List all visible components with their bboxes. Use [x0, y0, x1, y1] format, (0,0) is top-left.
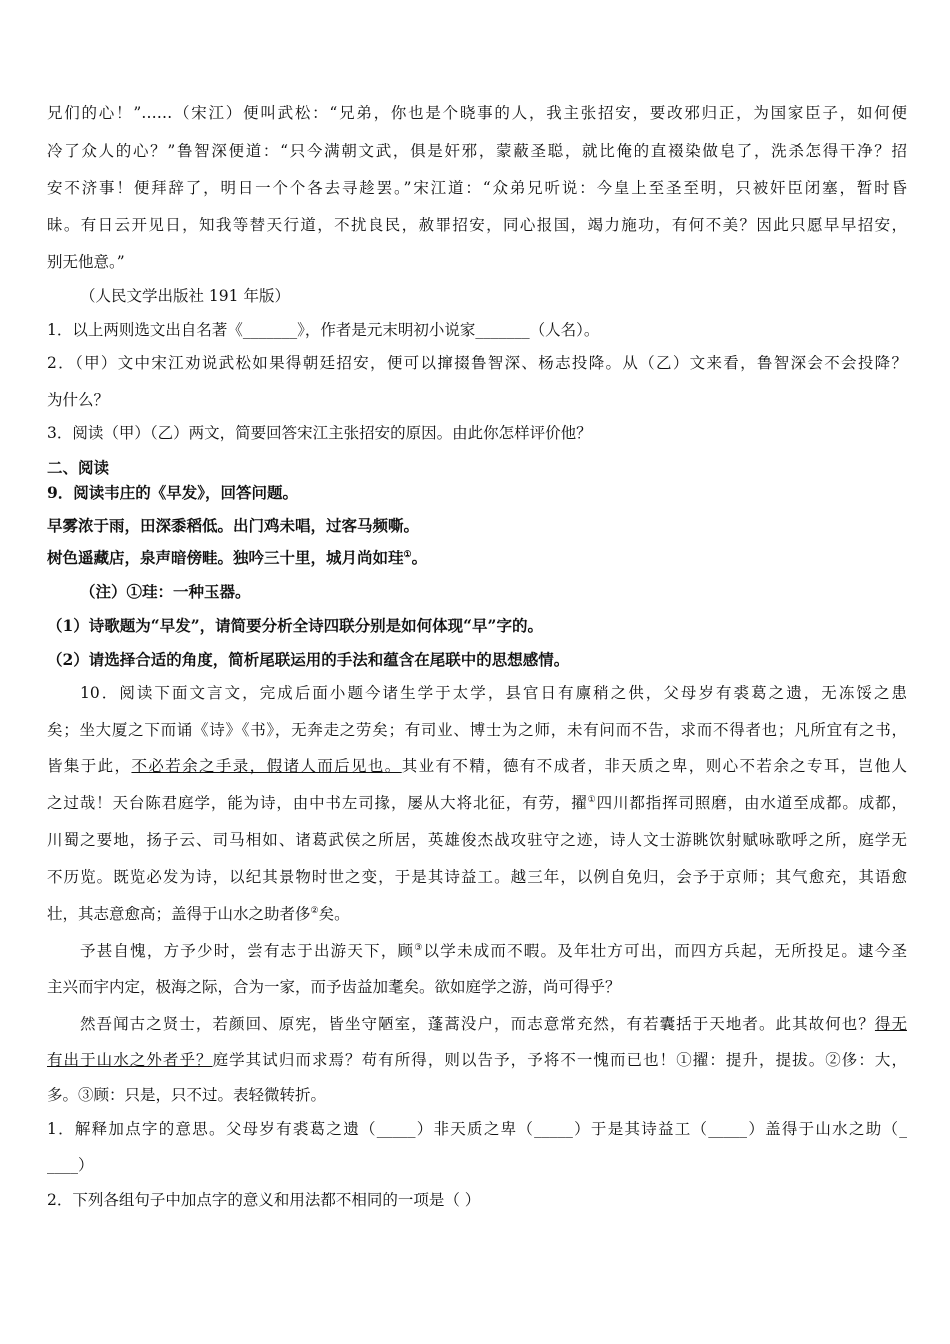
footnote-mark: ① — [403, 549, 412, 560]
passage-line: 别无他意。” — [47, 253, 125, 271]
q10-text: 然吾闻古之贤士，若颜回、原宪，皆坐守陋室，蓬蒿没户，而志意常充然，有若囊括于天地者。此其故何也？ — [80, 1015, 875, 1033]
q10-line: 10．阅读下面文言文，完成后面小题今诸生学于太学，县官日有廪稍之供，父母岁有裘葛之遗，无冻馁之患 — [80, 684, 907, 702]
poem-line-2 — [47, 548, 907, 568]
q10-line — [47, 793, 907, 813]
q10-sub-question-2: 2．下列各组句子中加点字的意义和用法都不相同的一项是（ ） — [47, 1191, 481, 1209]
q10-line: 多。③顾：只是，只不过。表轻微转折。 — [47, 1086, 327, 1104]
q10-text: 四川都指挥司照磨，由水道至成都。成都， — [596, 794, 907, 812]
poem-note: （注）①珪：一种玉器。 — [80, 582, 251, 601]
source-note: （人民文学出版社 191 年版） — [80, 287, 290, 305]
q10-line: 主兴而宇内定，极海之际，合为一家，而予齿益加耄矣。欲如庭学之游，尚可得乎？ — [47, 978, 621, 996]
underlined-sentence: 得无 — [874, 1015, 907, 1033]
q10-text: 庭学其试归而求焉？苟有所得，则以告予，予将不一愧而已也！①擢：提升，提拔。②侈：大， — [212, 1051, 907, 1069]
section-heading: 二、阅读 — [47, 458, 110, 477]
q10-text: 矣。 — [318, 905, 350, 923]
q10-text: 以学未成而不暇。及年壮方可出，而四方兵起，无所投足。逮今圣 — [423, 942, 907, 960]
passage-line: 兄们的心！”……（宋江）便叫武松：“兄弟，你也是个晓事的人，我主张招安，要改邪归正，为国家臣子，如何便 — [47, 104, 907, 122]
question-9-title: 9．阅读韦庄的《早发》，回答问题。 — [47, 483, 299, 502]
sub-question-1: （1）诗歌题为“早发”，请简要分析全诗四联分别是如何体现“早”字的。 — [47, 616, 543, 635]
poem-line-2-text: 树色遥藏店，泉声暗傍畦。独吟三十里，城月尚如珪 — [47, 548, 404, 567]
q10-line — [47, 1050, 907, 1070]
q10-line: 不历览。既览必发为诗，以纪其景物时世之变，于是其诗益工。越三年，以例自免归，会予于京师；其气愈充，其语愈 — [47, 868, 907, 886]
q10-sub-question-1-cont: ____） — [47, 1156, 94, 1174]
q10-text: 之过哉！天台陈君庭学，能为诗，由中书左司掾，屡从大将北征，有劳，擢 — [47, 794, 588, 812]
q10-text: 予甚自愧，方予少时，尝有志于出游天下，顾 — [80, 942, 415, 960]
footnote-mark: ① — [587, 794, 597, 805]
question-1: 1．以上两则选文出自名著《_______》，作者是元末明初小说家_______（人名）。 — [47, 321, 600, 339]
question-3: 3．阅读（甲）（乙）两文，简要回答宋江主张招安的原因。由此你怎样评价他？ — [47, 424, 592, 442]
poem-line-2-end: 。 — [411, 548, 428, 567]
question-2-cont: 为什么？ — [47, 391, 110, 409]
underlined-sentence: 不必若余之手录，假诸人而后见也。 — [131, 757, 402, 775]
q10-line — [47, 904, 907, 924]
q10-sub-question-1: 1．解释加点字的意思。父母岁有裘葛之遗（_____）非天质之卑（_____）于是其诗益工（_____）盖得于山水之助（_ — [47, 1120, 907, 1138]
q10-text: 其业有不精，德有不成者，非天质之卑，则心不若余之专耳，岂他人 — [401, 757, 907, 775]
q10-text: 壮，其志意愈高；盖得于山水之助者侈 — [47, 905, 311, 923]
underlined-sentence: 有出于山水之外者乎？ — [47, 1051, 213, 1069]
sub-question-2: （2）请选择合适的角度，简析尾联运用的手法和蕴含在尾联中的思想感情。 — [47, 650, 570, 669]
passage-line: 安不济事！便拜辞了，明日一个个各去寻趁罢。”宋江道：“众弟兄听说：今皇上至圣至明，只被奸臣闭塞，暂时昏 — [47, 179, 907, 197]
passage-line: 冷了众人的心？”鲁智深便道：“只今满朝文武，俱是奸邪，蒙蔽圣聪，就比俺的直裰染做皂了，洗杀怎得干净？招 — [47, 142, 907, 160]
q10-line — [80, 941, 907, 961]
q10-line: 川蜀之要地，扬子云、司马相如、诸葛武侯之所居，英雄俊杰战攻驻守之迹，诗人文士游眺饮射赋咏歌呼之所，庭学无 — [47, 831, 907, 849]
passage-line: 昧。有日云开见日，知我等替天行道，不扰良民，赦罪招安，同心报国，竭力施功，有何不美？因此只愿早早招安， — [47, 216, 907, 234]
footnote-mark: ② — [310, 905, 319, 916]
footnote-mark: ③ — [414, 942, 424, 953]
q10-line: 矣；坐大厦之下而诵《诗》《书》，无奔走之劳矣；有司业、博士为之师，未有问而不告，求而不得者也；凡所宜有之书， — [47, 721, 907, 739]
q10-line — [80, 1014, 907, 1034]
q10-text: 皆集于此， — [47, 757, 132, 775]
poem-line-1: 早雾浓于雨，田深黍稻低。出门鸡未唱，过客马频嘶。 — [47, 516, 420, 535]
q10-line — [47, 756, 907, 776]
question-2: 2．（甲）文中宋江劝说武松如果得朝廷招安，便可以撺掇鲁智深、杨志投降。从（乙）文来看，鲁智深会不会投降？ — [47, 354, 907, 372]
